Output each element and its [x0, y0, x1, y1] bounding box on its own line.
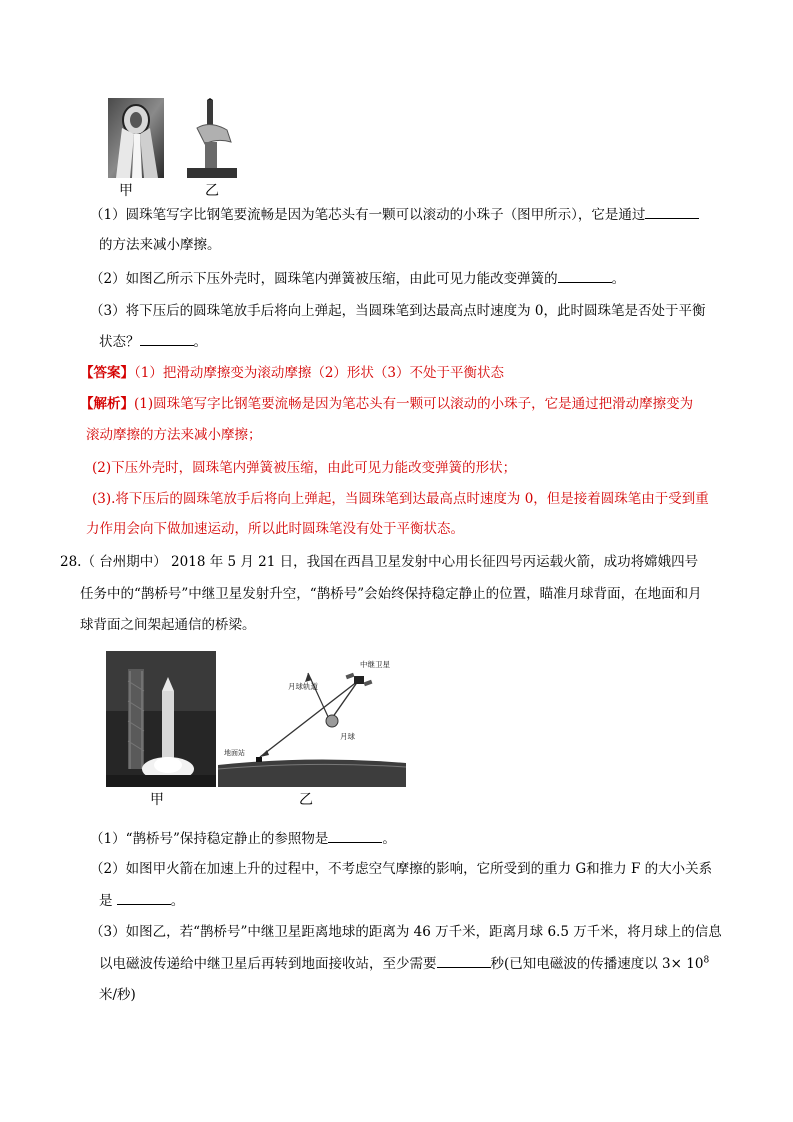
q27-sub3: （3）将下压后的圆珠笔放手后将向上弹起，当圆珠笔到达最高点时速度为 0，此时圆珠笔是否处于平衡: [90, 303, 706, 319]
q27-sub2: （2）如图乙所示下压外壳时，圆珠笔内弹簧被压缩，由此可见力能改变弹簧的 。: [90, 268, 625, 289]
answer-blank[interactable]: [558, 268, 612, 283]
answer-line: [80, 363, 504, 383]
ground-station-icon: [256, 757, 262, 762]
answer-blank[interactable]: [117, 890, 171, 905]
figure-caption-yi: 乙: [205, 183, 219, 199]
answer-label: 【答案】: [80, 365, 134, 381]
analysis-line-3b: 力作用会向下做加速运动，所以此时圆珠笔没有处于平衡状态。: [86, 521, 464, 537]
q28-sub2-cont: 是 。: [99, 890, 184, 911]
q27-sub3-cont: 状态？ 。: [99, 331, 207, 352]
q28-sub1: （1）“鹊桥号”保持稳定静止的参照物是 。: [90, 828, 396, 849]
figure-caption-jia: 甲: [119, 183, 133, 199]
rocket-launch-photo: [106, 651, 216, 787]
answer-blank[interactable]: [140, 331, 194, 346]
q27-sub1-text: （1）圆珠笔写字比钢笔要流畅是因为笔芯头有一颗可以滚动的小珠子（图甲所示），它是通过: [90, 207, 646, 223]
exponent: 8: [703, 955, 710, 966]
q28-intro-3: 球背面之间架起通信的桥梁。: [80, 617, 256, 633]
q28-sub2: （2）如图甲火箭在加速上升的过程中，不考虑空气摩擦的影响，它所受到的重力 G和推力 F 的大小关系: [90, 861, 713, 877]
analysis-label: 【解析】: [80, 396, 134, 412]
analysis-line-2: (2)下压外壳时，圆珠笔内弹簧被压缩，由此可见力能改变弹簧的形状；: [92, 460, 517, 476]
q27-sub1-cont: 的方法来减小摩擦。: [99, 237, 221, 253]
q28-intro-2: 任务中的“鹊桥号”中继卫星发射升空，“鹊桥号”会始终保持稳定静止的位置，瞄准月球背面，在地面和月: [80, 586, 702, 602]
moon-orbit-label: 月球轨道: [288, 682, 318, 691]
answer-blank[interactable]: [328, 828, 382, 843]
q28-intro-1: 28.（ 台州期中） 2018 年 5 月 21 日，我国在西昌卫星发射中心用长征四号丙运载火箭，成功将嫦娥四号: [60, 554, 699, 570]
answer-text: （1）把滑动摩擦变为滚动摩擦（2）形状（3）不处于平衡状态: [134, 365, 505, 381]
pen-press-photo: [187, 98, 237, 178]
analysis-line-1b: 滚动摩擦的方法来减小摩擦；: [86, 427, 262, 443]
figure-caption-jia-2: 甲: [150, 792, 164, 808]
moon-label: 月球: [340, 732, 355, 741]
relay-satellite-diagram: [218, 651, 406, 787]
ballpoint-tip-photo: [108, 98, 164, 178]
relay-satellite-label: 中继卫星: [360, 660, 390, 669]
analysis-line-3: (3).将下压后的圆珠笔放手后将向上弹起，当圆珠笔到达最高点时速度为 0，但是接着圆珠笔由于受到重: [92, 491, 709, 507]
q27-sub1: [90, 204, 699, 225]
q28-sub3-end: 米/秒): [99, 987, 136, 1003]
moon-icon: [326, 715, 338, 727]
q28-sub3: （3）如图乙，若“鹊桥号”中继卫星距离地球的距离为 46 万千米，距离月球 6.5 万千米，将月球上的信息: [90, 924, 722, 940]
ground-station-label: 地面站: [224, 749, 245, 757]
analysis-line-1: 【解析】(1)圆珠笔写字比钢笔要流畅是因为笔芯头有一颗可以滚动的小珠子，它是通过把滑动摩擦变为: [80, 396, 694, 412]
q28-sub3-cont: 以电磁波传递给中继卫星后再转到地面接收站，至少需要 秒(已知电磁波的传播速度以 $3\times 10^8$: [99, 953, 709, 974]
answer-blank[interactable]: [437, 953, 491, 968]
q27-sub2-text: （2）如图乙所示下压外壳时，圆珠笔内弹簧被压缩，由此可见力能改变弹簧的: [90, 271, 558, 287]
figure-caption-yi-2: 乙: [299, 792, 313, 808]
answer-blank[interactable]: [645, 204, 699, 219]
